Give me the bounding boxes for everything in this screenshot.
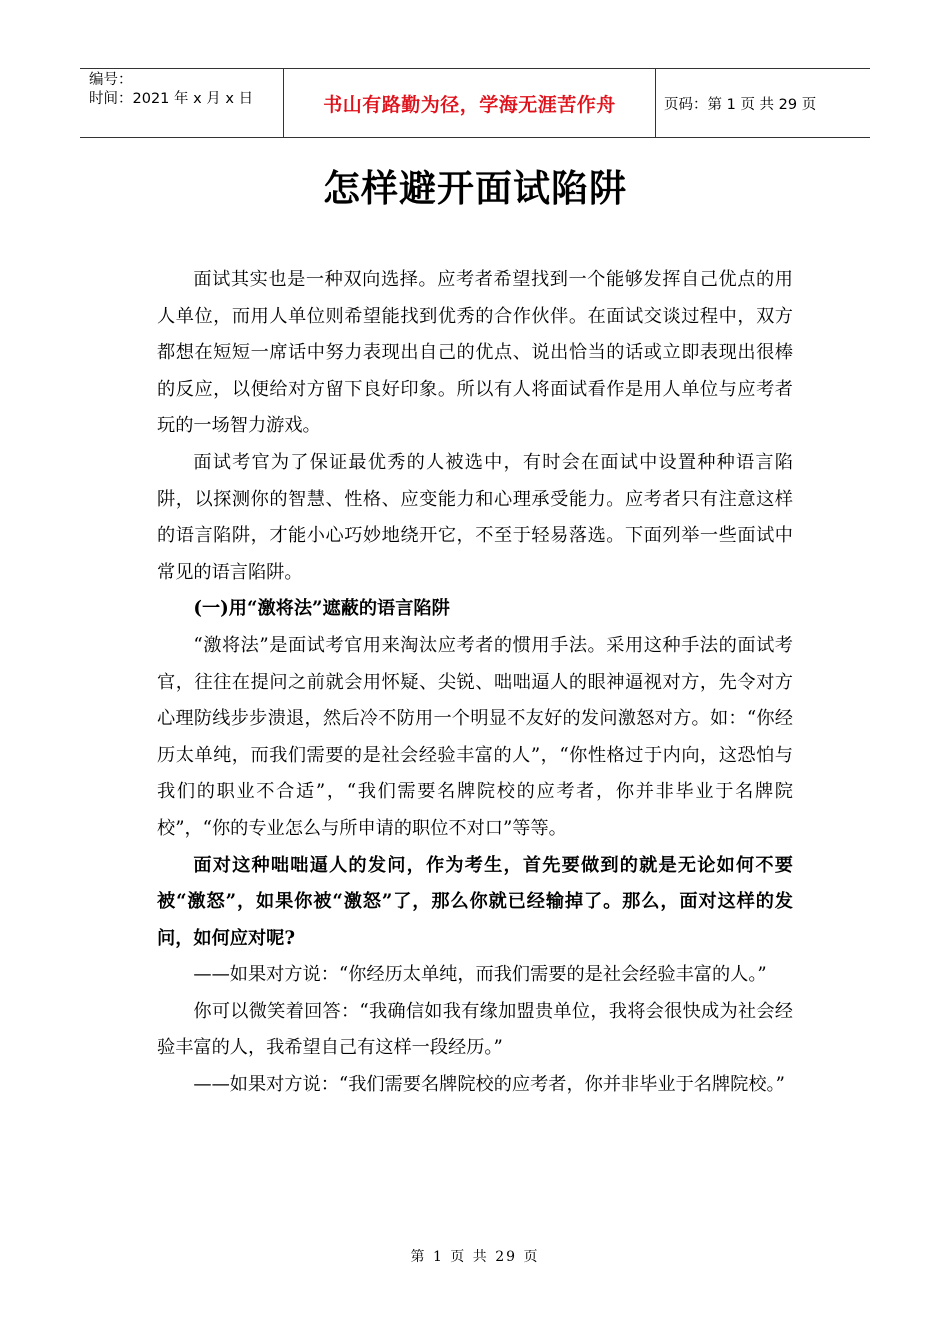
- header-meta: [80, 69, 283, 137]
- header-page-info: 页码：第 1 页 共 29 页: [664, 96, 817, 113]
- header-motto: 书山有路勤为径，学海无涯苦作舟: [323, 93, 616, 116]
- paragraph-example-question-2: ——如果对方说：“我们需要名牌院校的应考者，你并非毕业于名牌院校。”: [193, 1074, 785, 1096]
- page-footer: 第 1 页 共 29 页: [410, 1249, 540, 1265]
- paragraph-traps-overview: 面试考官为了保证最优秀的人被选中，有时会在面试中设置种种语言陷阱，以探测你的智慧、性格、应变能力和心理承受能力。应考者只有注意这样的语言陷阱，才能小心巧妙地绕开它，不至于轻易落选。下面列举一些面试中常见的语言陷阱。: [157, 451, 793, 583]
- paragraph-example-question-1: ——如果对方说：“你经历太单纯，而我们需要的是社会经验丰富的人。”: [193, 964, 767, 986]
- document-date-label: 时间：2021 年 x 月 x 日: [89, 91, 254, 107]
- section-heading: (一)用“激将法”遮蔽的语言陷阱: [193, 598, 450, 620]
- paragraph-provocation: “激将法”是面试考官用来淘汰应考者的惯用手法。采用这种手法的面试考官，往往在提问之前就会用怀疑、尖锐、咄咄逼人的眼神逼视对方，先令对方心理防线步步溃退，然后冷不防用一个明显不友好的发问激怒对方。如：“你经历太单纯，而我们需要的是社会经验丰富的人”，“你性格过于内向，这恐怕与我们的职业不合适”，“我们需要名牌院校的应考者，你并非毕业于名牌院校”，“你的专业怎么与所申请的职位不对口”等等。: [157, 634, 793, 839]
- header-motto-cell: [283, 69, 656, 137]
- paragraph-intro: 面试其实也是一种双向选择。应考者希望找到一个能够发挥自己优点的用人单位，而用人单位则希望能找到优秀的合作伙伴。在面试交谈过程中，双方都想在短短一席话中努力表现出自己的优点、说出恰当的话或立即表现出很棒的反应，以便给对方留下良好印象。所以有人将面试看作是用人单位与应考者玩的一场智力游戏。: [157, 269, 793, 437]
- document-body: [157, 262, 793, 1104]
- document-number-label: 编号：: [89, 72, 133, 88]
- paragraph-example-answer-1: 你可以微笑着回答：“我确信如我有缘加盟贵单位，我将会很快成为社会经验丰富的人，我希望自己有这样一段经历。”: [157, 1000, 793, 1059]
- page-header: [80, 68, 870, 138]
- paragraph-emphasis: 面对这种咄咄逼人的发问，作为考生，首先要做到的就是无论如何不要被“激怒”，如果你被“激怒”了，那么你就已经输掉了。那么，面对这样的发问，如何应对呢?: [157, 854, 793, 949]
- document-title: 怎样避开面试陷阱: [323, 167, 627, 210]
